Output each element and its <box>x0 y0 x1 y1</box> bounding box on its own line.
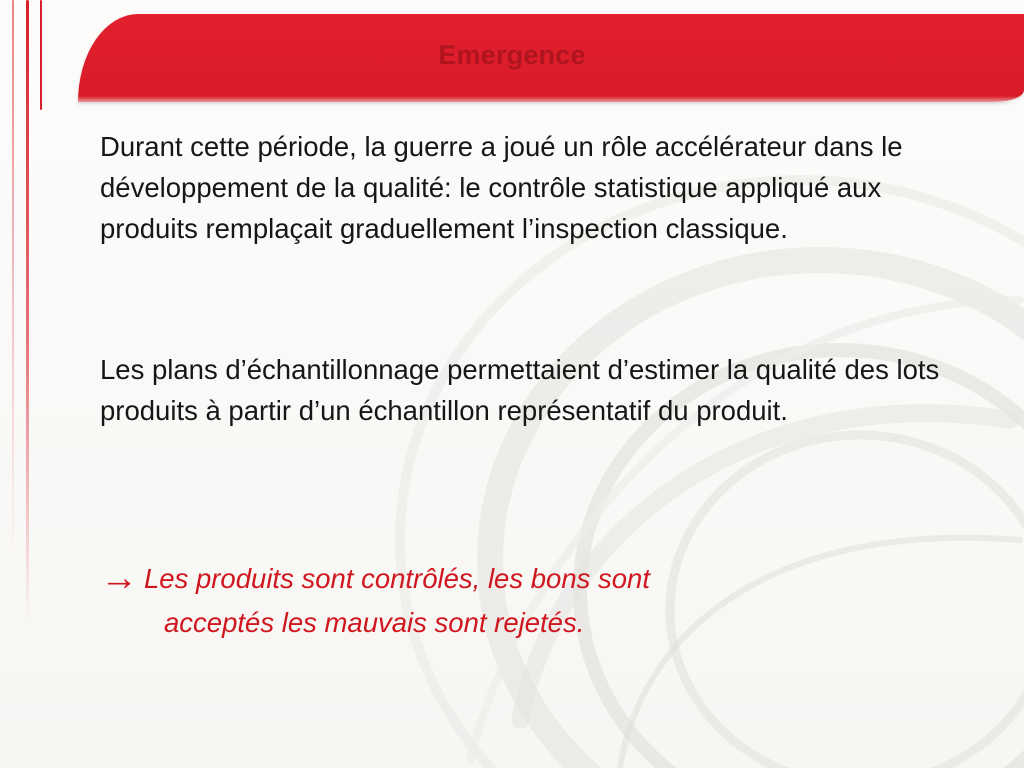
conclusion-line-1: Les produits sont contrôlés, les bons sont <box>144 563 650 594</box>
right-arrow-icon: → <box>100 557 138 599</box>
left-accent-line <box>26 0 29 620</box>
slide-title: Emergence <box>438 40 586 70</box>
body-paragraph-1: Durant cette période, la guerre a joué un rôle accélérateur dans le développement de la qualité: le contrôle statistique appliqué aux produits remplaçait graduellement l’inspection classique. <box>100 131 903 244</box>
conclusion-line-2: acceptés les mauvais sont rejetés. <box>164 607 585 638</box>
body-paragraph-2: Les plans d’échantillonnage permettaient d’estimer la qualité des lots produits à partir d’un échantillon représentatif du produit. <box>100 354 940 426</box>
left-accent-line <box>12 0 14 560</box>
conclusion-block <box>100 556 980 645</box>
